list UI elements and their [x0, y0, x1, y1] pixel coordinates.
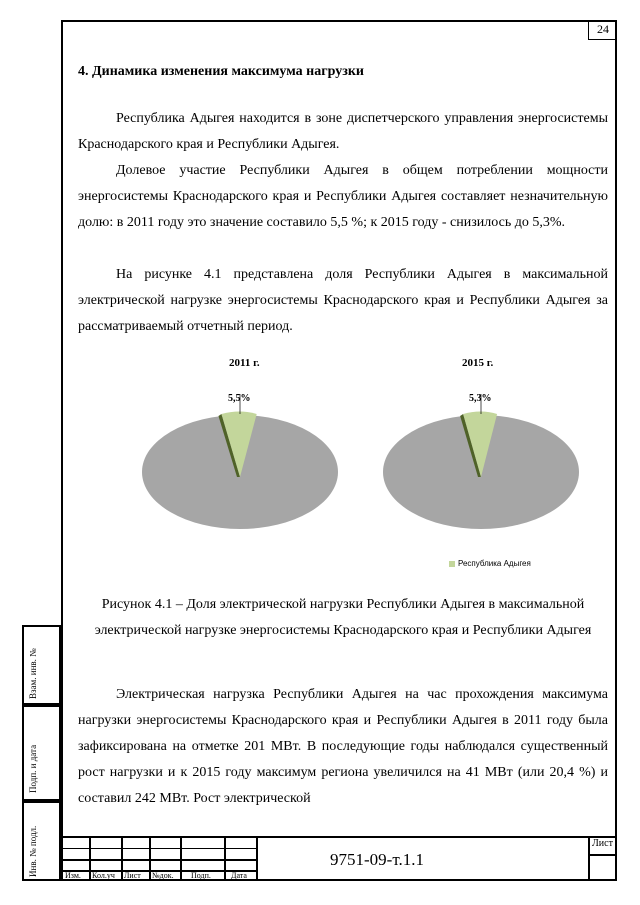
side-stamp-podp-label: Подп. и дата — [28, 744, 38, 793]
page-number: 24 — [588, 20, 617, 40]
figure-caption: Рисунок 4.1 – Доля электрической нагрузки Республики Адыгея в максимальной электрической нагрузке энергосистемы Краснодарского края и Республики Адыгея — [94, 597, 592, 638]
side-stamp-vzam — [22, 625, 61, 705]
tb-label-podp: Подп. — [191, 871, 211, 880]
side-stamp-vzam-label: Взам. инв. № — [28, 648, 38, 699]
chart-title-2011: 2011 г. — [229, 357, 260, 369]
tb-label-koluch: Кол.уч — [92, 871, 115, 880]
slice-label-2015: 5,3% — [469, 393, 492, 404]
sheet-label: Лист — [592, 838, 613, 849]
side-stamp-podp — [22, 705, 61, 801]
legend-swatch — [449, 561, 455, 567]
legend-label: Республика Адыгея — [458, 559, 531, 568]
section-heading: 4. Динамика изменения максимума нагрузки — [78, 64, 364, 79]
paragraph-2: Долевое участие Республики Адыгея в общем потреблении мощности энергосистемы Краснодарского края и Республики Адыгея составляет незначительную долю: в 2011 году это значение составило 5,5 %; к 2015 году - снизилось до 5,3%. — [78, 163, 608, 230]
tb-label-list: Лист — [124, 871, 141, 880]
side-stamp-inv-label: Инв. № подл. — [28, 825, 38, 877]
slice-label-2011: 5,5% — [228, 393, 251, 404]
paragraph-1: Республика Адыгея находится в зоне диспетчерского управления энергосистемы Краснодарского края и Республики Адыгея. — [78, 111, 608, 152]
chart-legend — [449, 559, 531, 568]
paragraph-4: Электрическая нагрузка Республики Адыгея на час прохождения максимума нагрузки энергосистемы Краснодарского края и Республики Адыгея в 2011 году была зафиксирована на отметке 201 МВт. В последующие годы наблюдался существенный рост нагрузки и к 2015 году максимум региона увеличился на 41 МВт (или 20,4 %) и составил 242 МВт. Рост электрической — [78, 687, 608, 806]
tb-label-ndok: №док. — [152, 871, 174, 880]
tb-label-data: Дата — [231, 871, 247, 880]
paragraph-3: На рисунке 4.1 представлена доля Республики Адыгея в максимальной электрической нагрузке энергосистемы Краснодарского края и Республики Адыгея за рассматриваемый отчетный период. — [78, 267, 608, 334]
side-stamp-inv — [22, 801, 61, 881]
chart-title-2015: 2015 г. — [462, 357, 494, 369]
document-code: 9751-09-т.1.1 — [330, 850, 424, 869]
tb-label-izm: Изм. — [65, 871, 81, 880]
